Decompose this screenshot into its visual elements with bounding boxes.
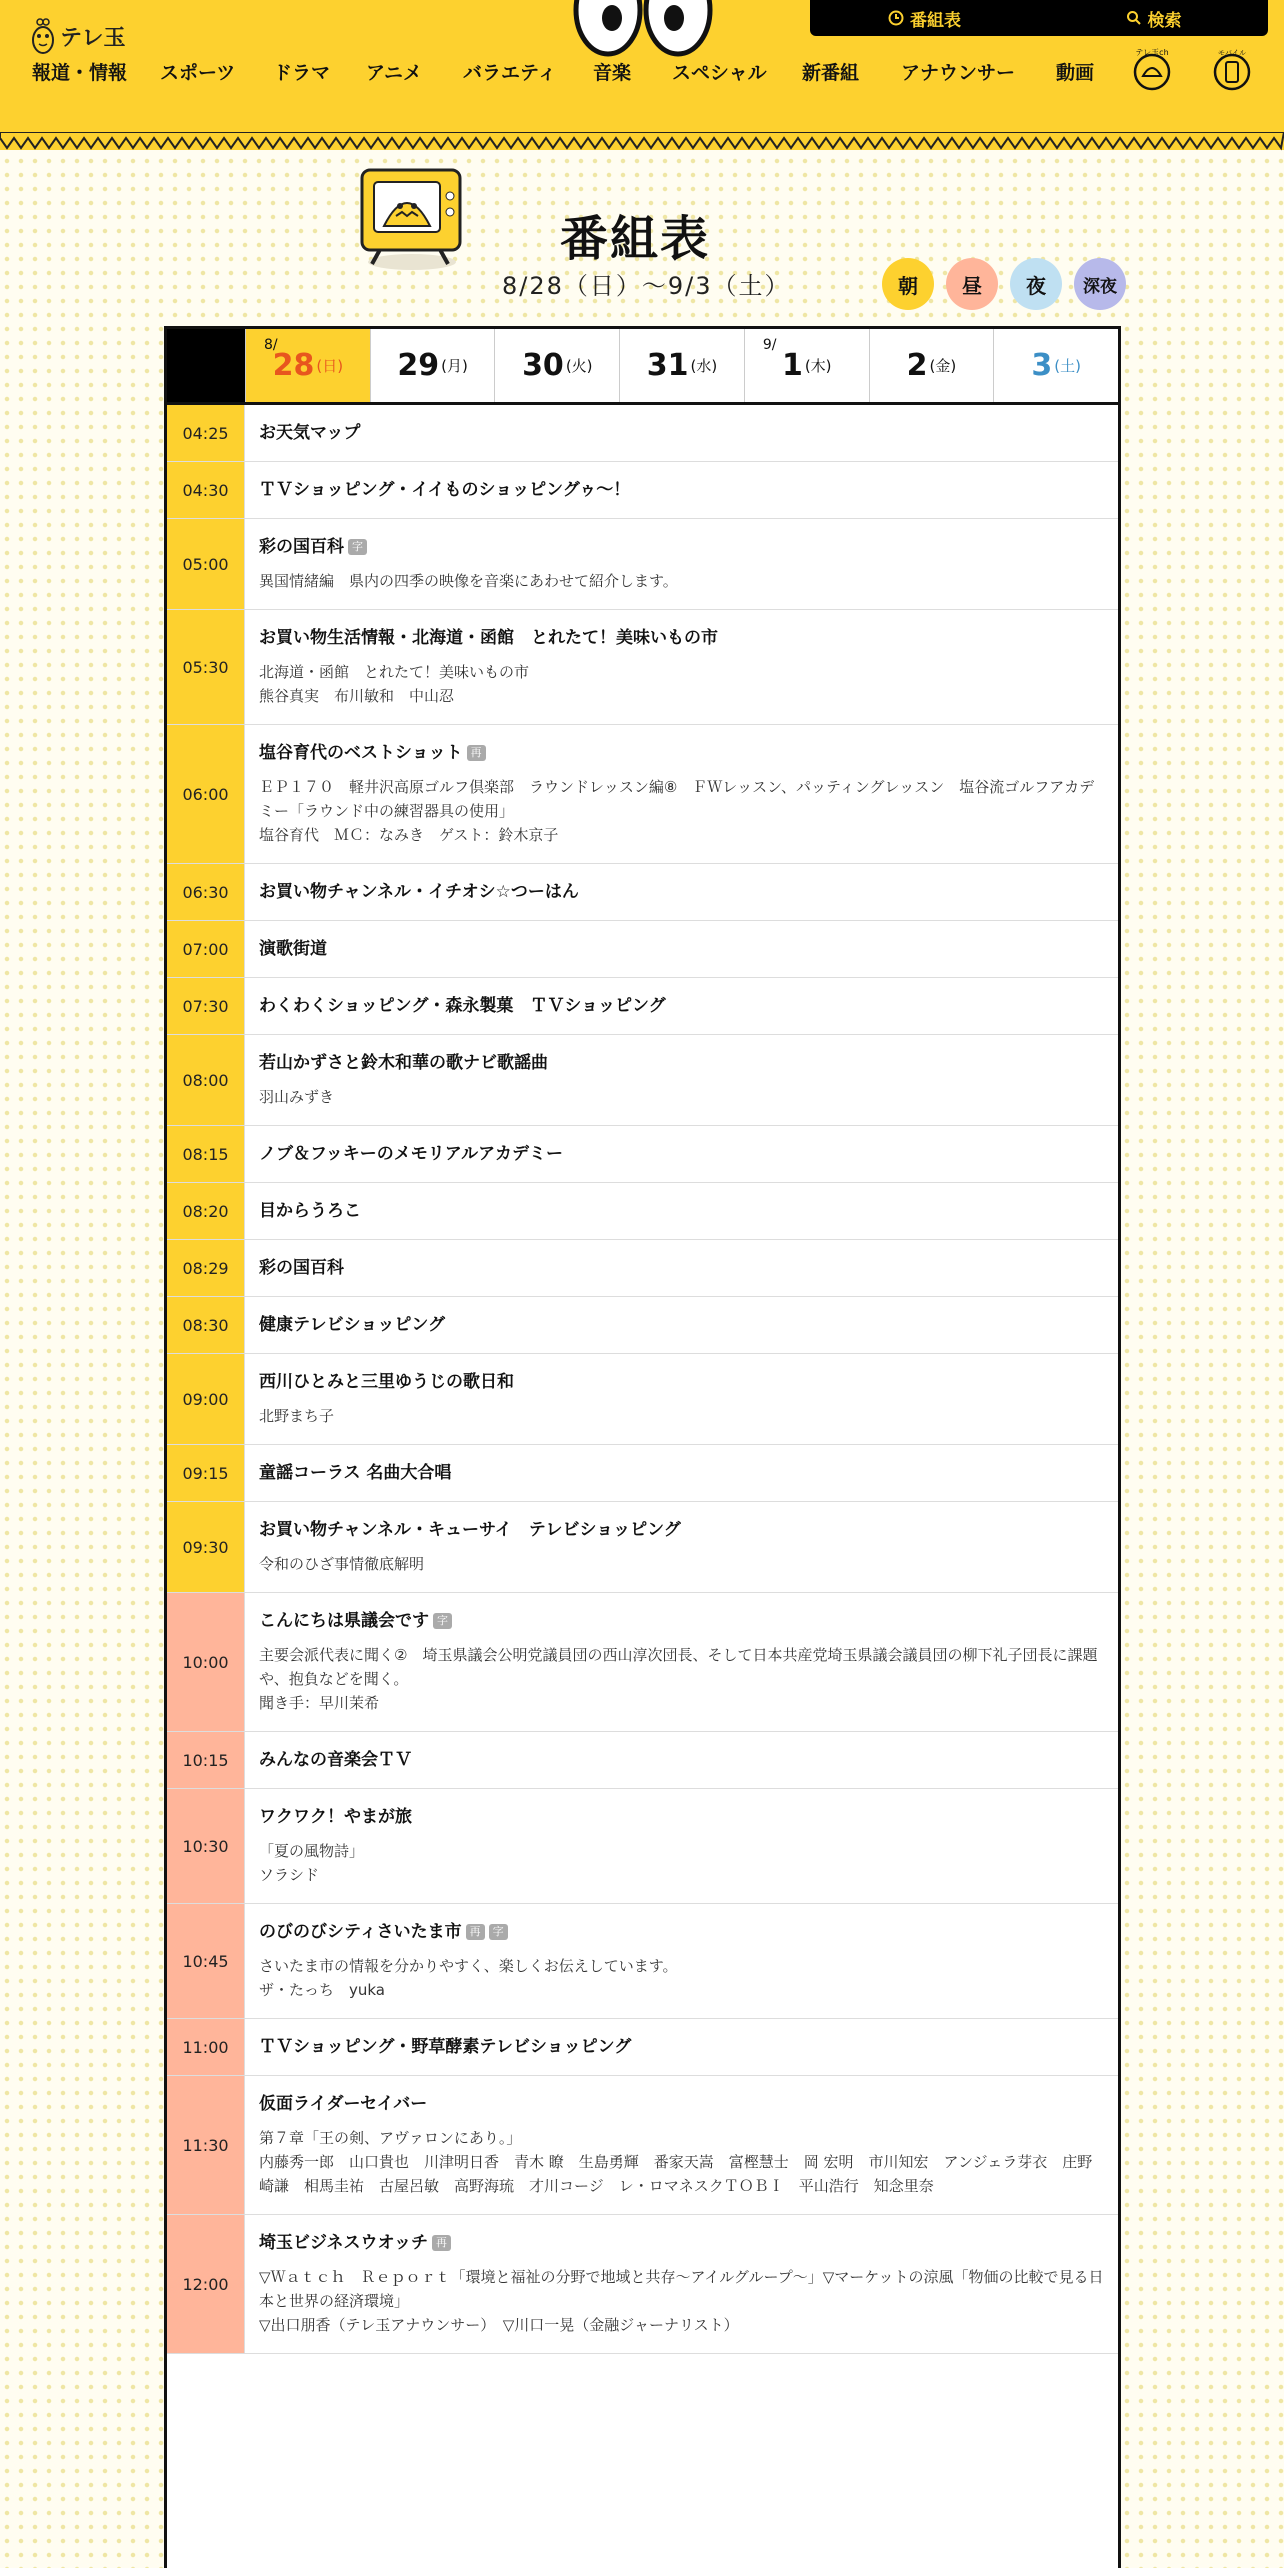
- program-title-text: お天気マップ: [259, 423, 361, 443]
- program-time: 10:45: [167, 1904, 245, 2018]
- program-time: 07:30: [167, 978, 245, 1034]
- program-row[interactable]: [167, 864, 1118, 921]
- program-row[interactable]: [167, 405, 1118, 462]
- day-number: 29: [397, 348, 440, 383]
- svg-text:モバイル: モバイル: [1218, 49, 1246, 57]
- program-title[interactable]: [259, 1920, 1104, 1944]
- program-info: [245, 978, 1118, 1034]
- program-info: [245, 1126, 1118, 1182]
- program-time: 09:15: [167, 1445, 245, 1501]
- program-time: 07:00: [167, 921, 245, 977]
- program-time: 11:30: [167, 2076, 245, 2214]
- program-row[interactable]: [167, 2076, 1118, 2215]
- program-title[interactable]: [259, 1199, 1104, 1223]
- program-title[interactable]: [259, 1256, 1104, 1280]
- program-title-text: 西川ひとみと三里ゆうじの歌日和: [259, 1372, 514, 1392]
- schedule-button-label: 番組表: [910, 10, 961, 31]
- svg-text:テレ玉ch: テレ玉ch: [1135, 48, 1169, 57]
- nav-sports[interactable]: スポーツ: [160, 62, 236, 84]
- schedule-button[interactable]: [810, 0, 1039, 36]
- time-button-2[interactable]: 夜: [1010, 258, 1062, 310]
- program-row[interactable]: [167, 1297, 1118, 1354]
- program-time: 08:15: [167, 1126, 245, 1182]
- program-title[interactable]: [259, 1370, 1104, 1394]
- program-badge: 再: [432, 2235, 451, 2251]
- program-title[interactable]: [259, 478, 1104, 502]
- program-title-text: のびのびシティさいたま市: [259, 1922, 462, 1942]
- program-row[interactable]: [167, 1240, 1118, 1297]
- program-title-text: お買い物生活情報・北海道・函館 とれたて！美味いもの市: [259, 628, 718, 648]
- program-time: 10:00: [167, 1593, 245, 1731]
- program-info: [245, 2215, 1118, 2353]
- site-logo[interactable]: [30, 14, 126, 58]
- program-info: [245, 864, 1118, 920]
- program-title[interactable]: [259, 626, 1104, 650]
- program-description: 羽山みずき: [259, 1088, 335, 1106]
- program-title-text: みんなの音楽会ＴＶ: [259, 1750, 412, 1770]
- day-number: 2: [906, 348, 928, 383]
- program-title-text: こんにちは県議会です: [259, 1611, 429, 1631]
- program-badge: 再: [467, 745, 486, 761]
- day-tab-31[interactable]: [619, 329, 744, 402]
- day-tab-28[interactable]: [245, 329, 370, 402]
- program-info: [245, 1445, 1118, 1501]
- program-row[interactable]: [167, 1593, 1118, 1732]
- day-tab-1[interactable]: [744, 329, 869, 402]
- program-row[interactable]: [167, 2215, 1118, 2354]
- program-title-text: 目からうろこ: [259, 1201, 361, 1221]
- time-button-1[interactable]: 昼: [946, 258, 998, 310]
- day-weekday: (土): [1054, 357, 1081, 375]
- program-time: 10:30: [167, 1789, 245, 1903]
- program-time: 04:30: [167, 462, 245, 518]
- teletama-mobile-icon[interactable]: [1210, 46, 1254, 94]
- search-button[interactable]: [1039, 0, 1268, 36]
- program-row[interactable]: [167, 1354, 1118, 1445]
- program-badge: 再: [466, 1924, 485, 1940]
- program-row[interactable]: [167, 1502, 1118, 1593]
- program-time: 12:00: [167, 2215, 245, 2353]
- nav-news[interactable]: 報道・情報: [32, 62, 128, 84]
- day-number: 31: [646, 348, 689, 383]
- main-nav: [0, 58, 1284, 92]
- nav-variety[interactable]: バラエティ: [463, 62, 557, 84]
- program-row[interactable]: [167, 519, 1118, 610]
- program-info: [245, 610, 1118, 724]
- program-title[interactable]: [259, 994, 1104, 1018]
- program-row[interactable]: [167, 1732, 1118, 1789]
- teletama-ch-icon[interactable]: [1130, 46, 1174, 94]
- program-time: 08:30: [167, 1297, 245, 1353]
- program-time: 08:20: [167, 1183, 245, 1239]
- tv-mascot-icon: [352, 166, 468, 276]
- day-tab-2[interactable]: [869, 329, 994, 402]
- program-title-text: 埼玉ビジネスウオッチ: [259, 2233, 428, 2253]
- program-badge: 字: [489, 1924, 508, 1940]
- program-row[interactable]: [167, 725, 1118, 864]
- program-time: 08:29: [167, 1240, 245, 1296]
- program-title-text: ノブ＆フッキーのメモリアルアカデミー: [259, 1144, 563, 1164]
- program-title[interactable]: [259, 1805, 1104, 1829]
- program-time: 10:15: [167, 1732, 245, 1788]
- clock-icon: [888, 10, 904, 26]
- day-number: 3: [1031, 348, 1053, 383]
- day-month-label: 9/: [762, 337, 777, 353]
- program-description: 「夏の風物詩」 ソラシド: [259, 1842, 365, 1884]
- program-info: [245, 2076, 1118, 2214]
- program-info: [245, 1593, 1118, 1731]
- mascot-eyes-icon: [568, 0, 718, 60]
- program-description: 北野まち子: [259, 1407, 335, 1425]
- program-info: [245, 1354, 1118, 1444]
- program-title[interactable]: [259, 1748, 1104, 1772]
- program-info: [245, 1789, 1118, 1903]
- program-time: 05:00: [167, 519, 245, 609]
- program-title-text: お買い物チャンネル・イチオシ☆つーはん: [259, 882, 579, 902]
- program-row[interactable]: [167, 1445, 1118, 1502]
- day-weekday: (火): [565, 357, 593, 375]
- program-badge: 字: [433, 1613, 452, 1629]
- search-icon: [1126, 10, 1142, 26]
- nav-new-programs[interactable]: 新番組: [802, 62, 860, 84]
- program-row[interactable]: [167, 921, 1118, 978]
- time-of-day-selector: [882, 258, 1126, 310]
- program-row[interactable]: [167, 978, 1118, 1035]
- program-title[interactable]: [259, 1518, 1104, 1542]
- program-title-text: お買い物チャンネル・キューサイ テレビショッピング: [259, 1520, 681, 1540]
- program-title-text: 演歌街道: [259, 939, 327, 959]
- program-description: 主要会派代表に聞く② 埼玉県議会公明党議員団の西山淳次団長、そして日本共産党埼玉県議会議員団の柳下礼子団長に課題や、抱負などを聞く。 聞き手：早川茉希: [259, 1646, 1098, 1712]
- program-title-text: 若山かずさと鈴木和華の歌ナビ歌謡曲: [259, 1053, 548, 1073]
- program-row[interactable]: [167, 1789, 1118, 1904]
- program-title-text: 彩の国百科: [259, 1258, 344, 1278]
- program-title[interactable]: [259, 535, 1104, 559]
- day-tab-29[interactable]: [370, 329, 495, 402]
- program-info: [245, 1297, 1118, 1353]
- program-title[interactable]: [259, 2035, 1104, 2059]
- program-info: [245, 1502, 1118, 1592]
- program-description: 異国情緒編 県内の四季の映像を音楽にあわせて紹介します。: [259, 572, 678, 590]
- day-weekday: (金): [929, 357, 957, 375]
- program-time: 11:00: [167, 2019, 245, 2075]
- program-title-text: 童謡コーラス 名曲大合唱: [259, 1463, 452, 1483]
- program-description: さいたま市の情報を分かりやすく、楽しくお伝えしています。 ザ・たっち yuka: [259, 1957, 678, 1999]
- program-time: 05:30: [167, 610, 245, 724]
- program-row[interactable]: [167, 2019, 1118, 2076]
- program-row[interactable]: [167, 1126, 1118, 1183]
- program-info: [245, 2019, 1118, 2075]
- time-button-3[interactable]: 深夜: [1074, 258, 1126, 310]
- program-title[interactable]: [259, 937, 1104, 961]
- program-description: 令和のひざ事情徹底解明: [259, 1555, 425, 1573]
- program-title[interactable]: [259, 1461, 1104, 1485]
- program-description: ▽Ｗａｔｃｈ Ｒｅｐｏｒｔ「環境と福祉の分野で地域と共存～アイルグループ～」▽マーケットの涼風「物価の比較で見る日本と世界の経済環境」 ▽出口朋香（テレ玉アナウンサー） ▽川口一晃（金融ジャーナリスト）: [259, 2268, 1104, 2334]
- program-title[interactable]: [259, 1142, 1104, 1166]
- program-row[interactable]: [167, 1904, 1118, 2019]
- program-title[interactable]: [259, 1609, 1104, 1633]
- nav-drama[interactable]: ドラマ: [273, 62, 331, 84]
- nav-music[interactable]: 音楽: [593, 62, 632, 84]
- program-title-text: ＴＶショッピング・イイものショッピングゥ～！: [259, 480, 631, 500]
- program-time: 08:00: [167, 1035, 245, 1125]
- day-header-corner: [167, 329, 245, 402]
- program-description: 北海道・函館 とれたて！美味いもの市 熊谷真実 布川敏和 中山忍: [259, 663, 530, 705]
- program-info: [245, 462, 1118, 518]
- program-row[interactable]: [167, 1035, 1118, 1126]
- search-button-label: 検索: [1147, 10, 1182, 31]
- program-badge: 字: [348, 539, 367, 555]
- program-time: 04:25: [167, 405, 245, 461]
- program-info: [245, 1240, 1118, 1296]
- program-description: ＥＰ１７０ 軽井沢高原ゴルフ倶楽部 ラウンドレッスン編⑧ ＦＷレッスン、パッティングレッスン 塩谷流ゴルフアカデミー「ラウンド中の練習器具の使用」 塩谷育代 ＭＣ：なみき ゲスト：鈴木京子: [259, 778, 1095, 844]
- program-row[interactable]: [167, 1183, 1118, 1240]
- program-info: [245, 519, 1118, 609]
- utility-bar: [810, 0, 1268, 36]
- header-zigzag-edge: [0, 132, 1284, 152]
- program-info: [245, 1035, 1118, 1125]
- day-weekday: (水): [690, 357, 718, 375]
- program-time: 06:30: [167, 864, 245, 920]
- program-title[interactable]: [259, 1313, 1104, 1337]
- program-title[interactable]: [259, 2231, 1104, 2255]
- program-info: [245, 1183, 1118, 1239]
- day-weekday: (日): [316, 357, 344, 375]
- page-title: 番組表: [560, 211, 711, 267]
- program-title[interactable]: [259, 421, 1104, 445]
- week-date-range: 8/28（日）〜9/3（土）: [502, 272, 791, 300]
- site-header: [0, 0, 1284, 150]
- logo-text: テレ玉: [60, 25, 126, 51]
- program-time: 09:00: [167, 1354, 245, 1444]
- day-weekday: (木): [804, 357, 832, 375]
- nav-special[interactable]: スペシャル: [672, 62, 767, 84]
- nav-anime[interactable]: アニメ: [366, 62, 423, 84]
- program-info: [245, 1732, 1118, 1788]
- day-header-row: [167, 329, 1118, 405]
- program-title-text: わくわくショッピング・森永製菓 ＴＶショッピング: [259, 996, 666, 1016]
- program-row[interactable]: [167, 610, 1118, 725]
- day-tab-30[interactable]: [494, 329, 619, 402]
- day-number: 1: [781, 348, 803, 383]
- program-title-text: ＴＶショッピング・野草酵素テレビショッピング: [259, 2037, 632, 2057]
- nav-video[interactable]: 動画: [1056, 62, 1095, 84]
- program-info: [245, 725, 1118, 863]
- program-description: 第７章「王の剣、アヴァロンにあり。」 内藤秀一郎 山口貴也 川津明日香 青木 瞭 生島勇輝 番家天嵩 富樫慧士 岡 宏明 市川知宏 アンジェラ芽衣 庄野崎謙 相馬圭祐 古屋呂敏 高野海琉 才川コージ レ・ロマネスクＴＯＢＩ 平山浩行 知念里奈: [259, 2129, 1093, 2195]
- program-title-text: 彩の国百科: [259, 537, 344, 557]
- day-number: 28: [272, 348, 315, 383]
- time-button-0[interactable]: 朝: [882, 258, 934, 310]
- day-weekday: (月): [441, 357, 468, 375]
- program-title[interactable]: [259, 1051, 1104, 1075]
- program-title[interactable]: [259, 880, 1104, 904]
- day-number: 30: [522, 348, 564, 383]
- nav-announcer[interactable]: アナウンサー: [901, 62, 1016, 84]
- program-title-text: 塩谷育代のベストショット: [259, 743, 463, 763]
- program-row[interactable]: [167, 462, 1118, 519]
- program-time: 06:00: [167, 725, 245, 863]
- program-list: [167, 405, 1118, 2354]
- program-info: [245, 1904, 1118, 2018]
- program-info: [245, 921, 1118, 977]
- program-title-text: ワクワク！やまが旅: [259, 1807, 412, 1827]
- day-tab-3[interactable]: [993, 329, 1118, 402]
- program-title-text: 健康テレビショッピング: [259, 1315, 445, 1335]
- program-schedule-table: [164, 326, 1121, 2568]
- tamachan-mascot-icon: [30, 16, 56, 56]
- program-title[interactable]: [259, 741, 1104, 765]
- program-info: [245, 405, 1118, 461]
- day-month-label: 8/: [264, 337, 278, 353]
- program-title[interactable]: [259, 2092, 1104, 2116]
- program-title-text: 仮面ライダーセイバー: [259, 2094, 428, 2114]
- program-time: 09:30: [167, 1502, 245, 1592]
